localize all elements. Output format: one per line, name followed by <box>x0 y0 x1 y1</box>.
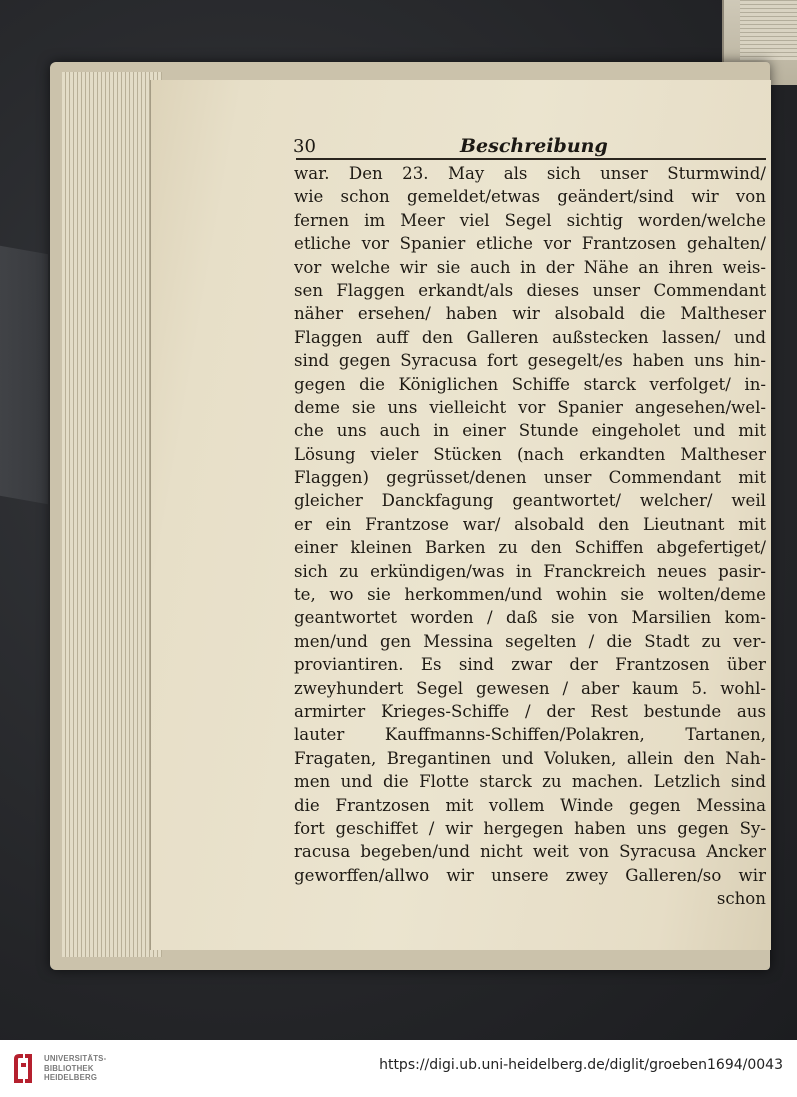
page-stack-edges <box>62 72 162 957</box>
text-line: te, wo sie herkommen/und wohin sie wolten/deme <box>294 585 766 605</box>
text-line: vor welche wir sie auch in der Nähe an ihren weis- <box>294 257 766 277</box>
text-line: che uns auch in einer Stunde eingeholet und mit <box>294 421 766 441</box>
page-number: 30 <box>293 136 316 157</box>
text-line: proviantiren. Es sind zwar der Frantzosen über <box>294 655 766 675</box>
text-line: Flaggen auff den Galleren außstecken lassen/ und <box>294 327 766 347</box>
library-name-line-1: UNIVERSITÄTS- <box>44 1054 107 1063</box>
document-url[interactable]: https://digi.ub.uni-heidelberg.de/diglit/groeben1694/0043 <box>379 1057 783 1073</box>
text-line: Fragaten, Bregantinen und Voluken, allein den Nah- <box>294 748 766 768</box>
text-line: armirter Krieges-Schiffe / der Rest bestunde aus <box>294 701 766 721</box>
text-line: fernen im Meer viel Segel sichtig worden/welche <box>294 210 766 230</box>
text-line: zweyhundert Segel gewesen / aber kaum 5. wohl- <box>294 678 766 698</box>
running-head: Beschreibung <box>460 135 608 157</box>
text-line: er ein Frantzose war/ alsobald den Lieutnant mit <box>294 514 766 534</box>
text-line: sind gegen Syracusa fort gesegelt/es haben uns hin- <box>294 351 766 371</box>
library-name-line-2: BIBLIOTHEK <box>44 1063 94 1073</box>
text-line: Lösung vieler Stücken (nach erkandten Maltheser <box>294 444 766 464</box>
text-line: men/und gen Messina segelten / die Stadt zu ver- <box>294 631 766 651</box>
text-line: gleicher Danckfagung geantwortet/ welcher/ weil <box>294 491 766 511</box>
back-page-edges <box>740 0 797 60</box>
library-name-line-3: HEIDELBERG <box>44 1073 98 1082</box>
text-line: geworffen/allwo wir unsere zwey Galleren/so wir <box>294 865 766 885</box>
text-line: sen Flaggen erkandt/als dieses unser Commendant <box>294 280 766 300</box>
text-line: geantwortet worden / daß sie von Marsilien kom- <box>294 608 766 628</box>
text-line: war. Den 23. May als sich unser Sturmwind/ <box>294 164 766 183</box>
text-line: etliche vor Spanier etliche vor Frantzosen gehalten/ <box>294 234 766 254</box>
text-line: die Frantzosen mit vollem Winde gegen Messina <box>294 795 766 815</box>
background-object <box>0 246 48 504</box>
page-text <box>294 162 766 909</box>
text-line: fort geschiffet / wir hergegen haben uns gegen Sy- <box>294 818 766 838</box>
text-line: wie schon gemeldet/etwas geändert/sind wir von <box>294 187 766 207</box>
library-logo-icon <box>10 1051 36 1085</box>
text-line: sich zu erkündigen/was in Franckreich neues pasir- <box>294 561 766 581</box>
library-name <box>44 1054 154 1083</box>
text-line: racusa begeben/und nicht weit von Syracusa Ancker <box>294 842 766 862</box>
text-line: men und die Flotte starck zu machen. Letzlich sind <box>294 772 766 792</box>
text-line: gegen die Königlichen Schiffe starck verfolget/ in- <box>294 374 766 394</box>
text-line: lauter Kauffmanns-Schiffen/Polakren, Tartanen, <box>294 725 766 745</box>
text-line: einer kleinen Barken zu den Schiffen abgefertiget/ <box>294 538 766 558</box>
text-line: näher ersehen/ haben wir alsobald die Maltheser <box>294 304 766 324</box>
viewer-footer <box>0 1040 797 1097</box>
text-line: schon <box>716 889 766 909</box>
header-rule <box>296 158 766 160</box>
text-line: Flaggen) gegrüsset/denen unser Commendant mit <box>294 468 766 488</box>
text-line: deme sie uns vielleicht vor Spanier angesehen/wel- <box>294 397 766 417</box>
